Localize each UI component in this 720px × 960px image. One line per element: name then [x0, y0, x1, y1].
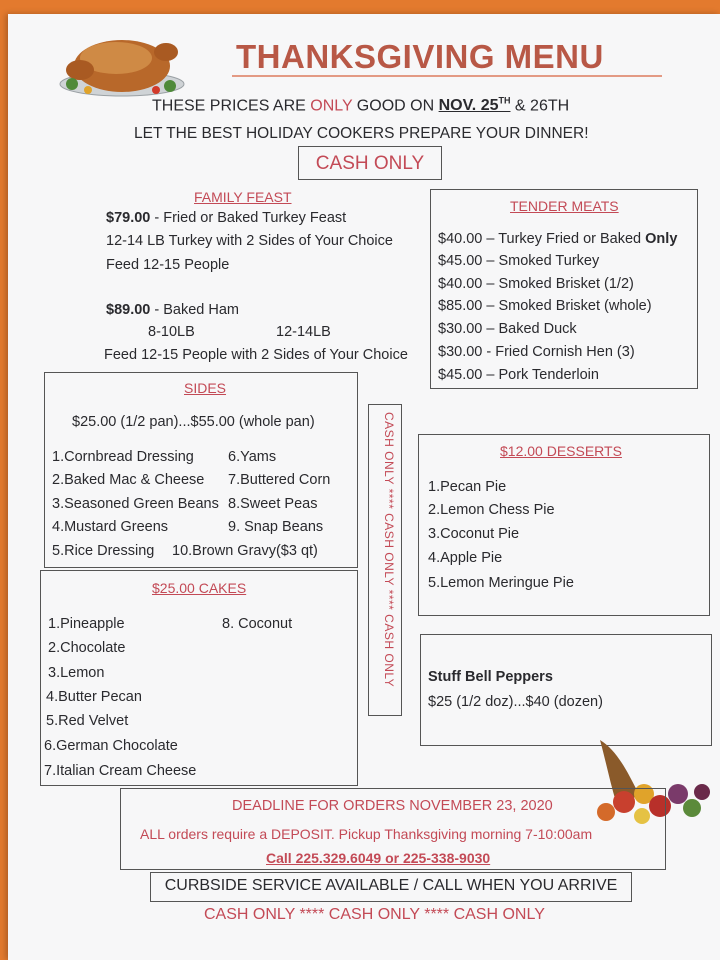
- item1-price: $79.00: [106, 210, 151, 226]
- meat-item-4: $85.00 – Smoked Brisket (whole): [438, 298, 652, 314]
- meat-item-2: $45.00 – Smoked Turkey: [438, 253, 600, 269]
- peppers-name: Stuff Bell Peppers: [428, 669, 553, 685]
- family-feast-heading: FAMILY FEAST: [194, 189, 292, 205]
- meat-item-3: $40.00 – Smoked Brisket (1/2): [438, 276, 634, 292]
- family-feast-item1-feeds: Feed 12-15 People: [106, 257, 230, 273]
- deadline-text: DEADLINE FOR ORDERS NOVEMBER 23, 2020: [232, 798, 553, 814]
- side-item-10: 10.Brown Gravy($3 qt): [172, 543, 318, 559]
- side-item-5: 5.Rice Dressing: [52, 543, 155, 559]
- cake-item-2: 2.Chocolate: [48, 640, 126, 656]
- item2-price: $89.00: [106, 302, 151, 318]
- meat-item-1-text: $40.00 – Turkey Fried or Baked: [438, 231, 646, 247]
- validity-date2: & 26TH: [510, 97, 570, 115]
- meat-item-5: $30.00 – Baked Duck: [438, 321, 577, 337]
- family-feast-item1: [106, 210, 346, 226]
- side-item-7: 7.Buttered Corn: [228, 472, 331, 488]
- sides-heading: SIDES: [184, 380, 227, 396]
- cake-item-7: 7.Italian Cream Cheese: [44, 763, 197, 779]
- side-item-9: 9. Snap Beans: [228, 519, 324, 535]
- page-title: THANKSGIVING MENU: [236, 38, 604, 75]
- validity-text: THESE PRICES ARE: [152, 97, 311, 115]
- meat-item-6: $30.00 - Fried Cornish Hen (3): [438, 344, 635, 360]
- cake-item-4: 4.Butter Pecan: [46, 689, 142, 705]
- cake-item-6: 6.German Chocolate: [44, 738, 178, 754]
- validity-dates: [439, 97, 511, 114]
- meat-item-7: $45.00 – Pork Tenderloin: [438, 367, 599, 383]
- side-item-3: 3.Seasoned Green Beans: [52, 496, 219, 512]
- side-item-1: 1.Cornbread Dressing: [52, 449, 194, 465]
- dessert-item-5: 5.Lemon Meringue Pie: [428, 575, 574, 591]
- family-feast-item2: [106, 302, 239, 318]
- validity-sup: TH: [498, 96, 511, 106]
- ham-size-large: 12-14LB: [276, 324, 331, 340]
- peppers-box: [420, 634, 712, 746]
- cake-item-1: 1.Pineapple: [48, 616, 125, 632]
- bottom-cash-only: CASH ONLY **** CASH ONLY **** CASH ONLY: [204, 906, 545, 923]
- peppers-price: $25 (1/2 doz)...$40 (dozen): [428, 694, 603, 710]
- side-item-2: 2.Baked Mac & Cheese: [52, 472, 205, 488]
- sides-box: [44, 372, 358, 568]
- family-feast-item1-desc: 12-14 LB Turkey with 2 Sides of Your Choice: [106, 233, 393, 249]
- side-item-4: 4.Mustard Greens: [52, 519, 169, 535]
- cake-item-5: 5.Red Velvet: [46, 713, 129, 729]
- side-item-8: 8.Sweet Peas: [228, 496, 318, 512]
- dessert-item-1: 1.Pecan Pie: [428, 479, 507, 495]
- tagline: LET THE BEST HOLIDAY COOKERS PREPARE YOUR DINNER!: [134, 125, 589, 142]
- validity-text-mid: GOOD ON: [352, 97, 439, 115]
- sides-price-line: $25.00 (1/2 pan)...$55.00 (whole pan): [72, 414, 315, 430]
- vertical-cash-only: CASH ONLY **** CASH ONLY **** CASH ONLY: [382, 412, 396, 688]
- deposit-text: ALL orders require a DEPOSIT. Pickup Thanksgiving morning 7-10:00am: [140, 826, 593, 842]
- ham-size-small: 8-10LB: [148, 324, 195, 340]
- turkey-image: [58, 26, 188, 102]
- price-validity-line: [152, 96, 569, 115]
- tender-meats-heading: TENDER MEATS: [510, 198, 619, 214]
- cake-item-3: 3.Lemon: [48, 665, 105, 681]
- call-numbers: Call 225.329.6049 or 225-338-9030: [266, 850, 491, 866]
- item2-name: - Baked Ham: [150, 302, 240, 318]
- family-feast-item2-feeds: Feed 12-15 People with 2 Sides of Your Choice: [104, 347, 408, 363]
- validity-only: ONLY: [310, 97, 353, 115]
- cake-item-8: 8. Coconut: [222, 616, 293, 632]
- meat-item-1: [438, 231, 677, 247]
- dessert-item-3: 3.Coconut Pie: [428, 526, 520, 542]
- dessert-item-2: 2.Lemon Chess Pie: [428, 502, 555, 518]
- desserts-heading: $12.00 DESSERTS: [500, 443, 622, 459]
- dessert-item-4: 4.Apple Pie: [428, 550, 503, 566]
- meat-item-1-only: Only: [645, 231, 678, 247]
- title-underline: [232, 75, 662, 77]
- cakes-heading: $25.00 CAKES: [152, 580, 247, 596]
- cash-only-box: CASH ONLY: [298, 146, 442, 180]
- validity-date1: NOV. 25: [438, 97, 499, 115]
- side-item-6: 6.Yams: [228, 449, 277, 465]
- item1-name: - Fried or Baked Turkey Feast: [150, 210, 347, 226]
- curbside-text: CURBSIDE SERVICE AVAILABLE / CALL WHEN YOU ARRIVE: [164, 877, 618, 894]
